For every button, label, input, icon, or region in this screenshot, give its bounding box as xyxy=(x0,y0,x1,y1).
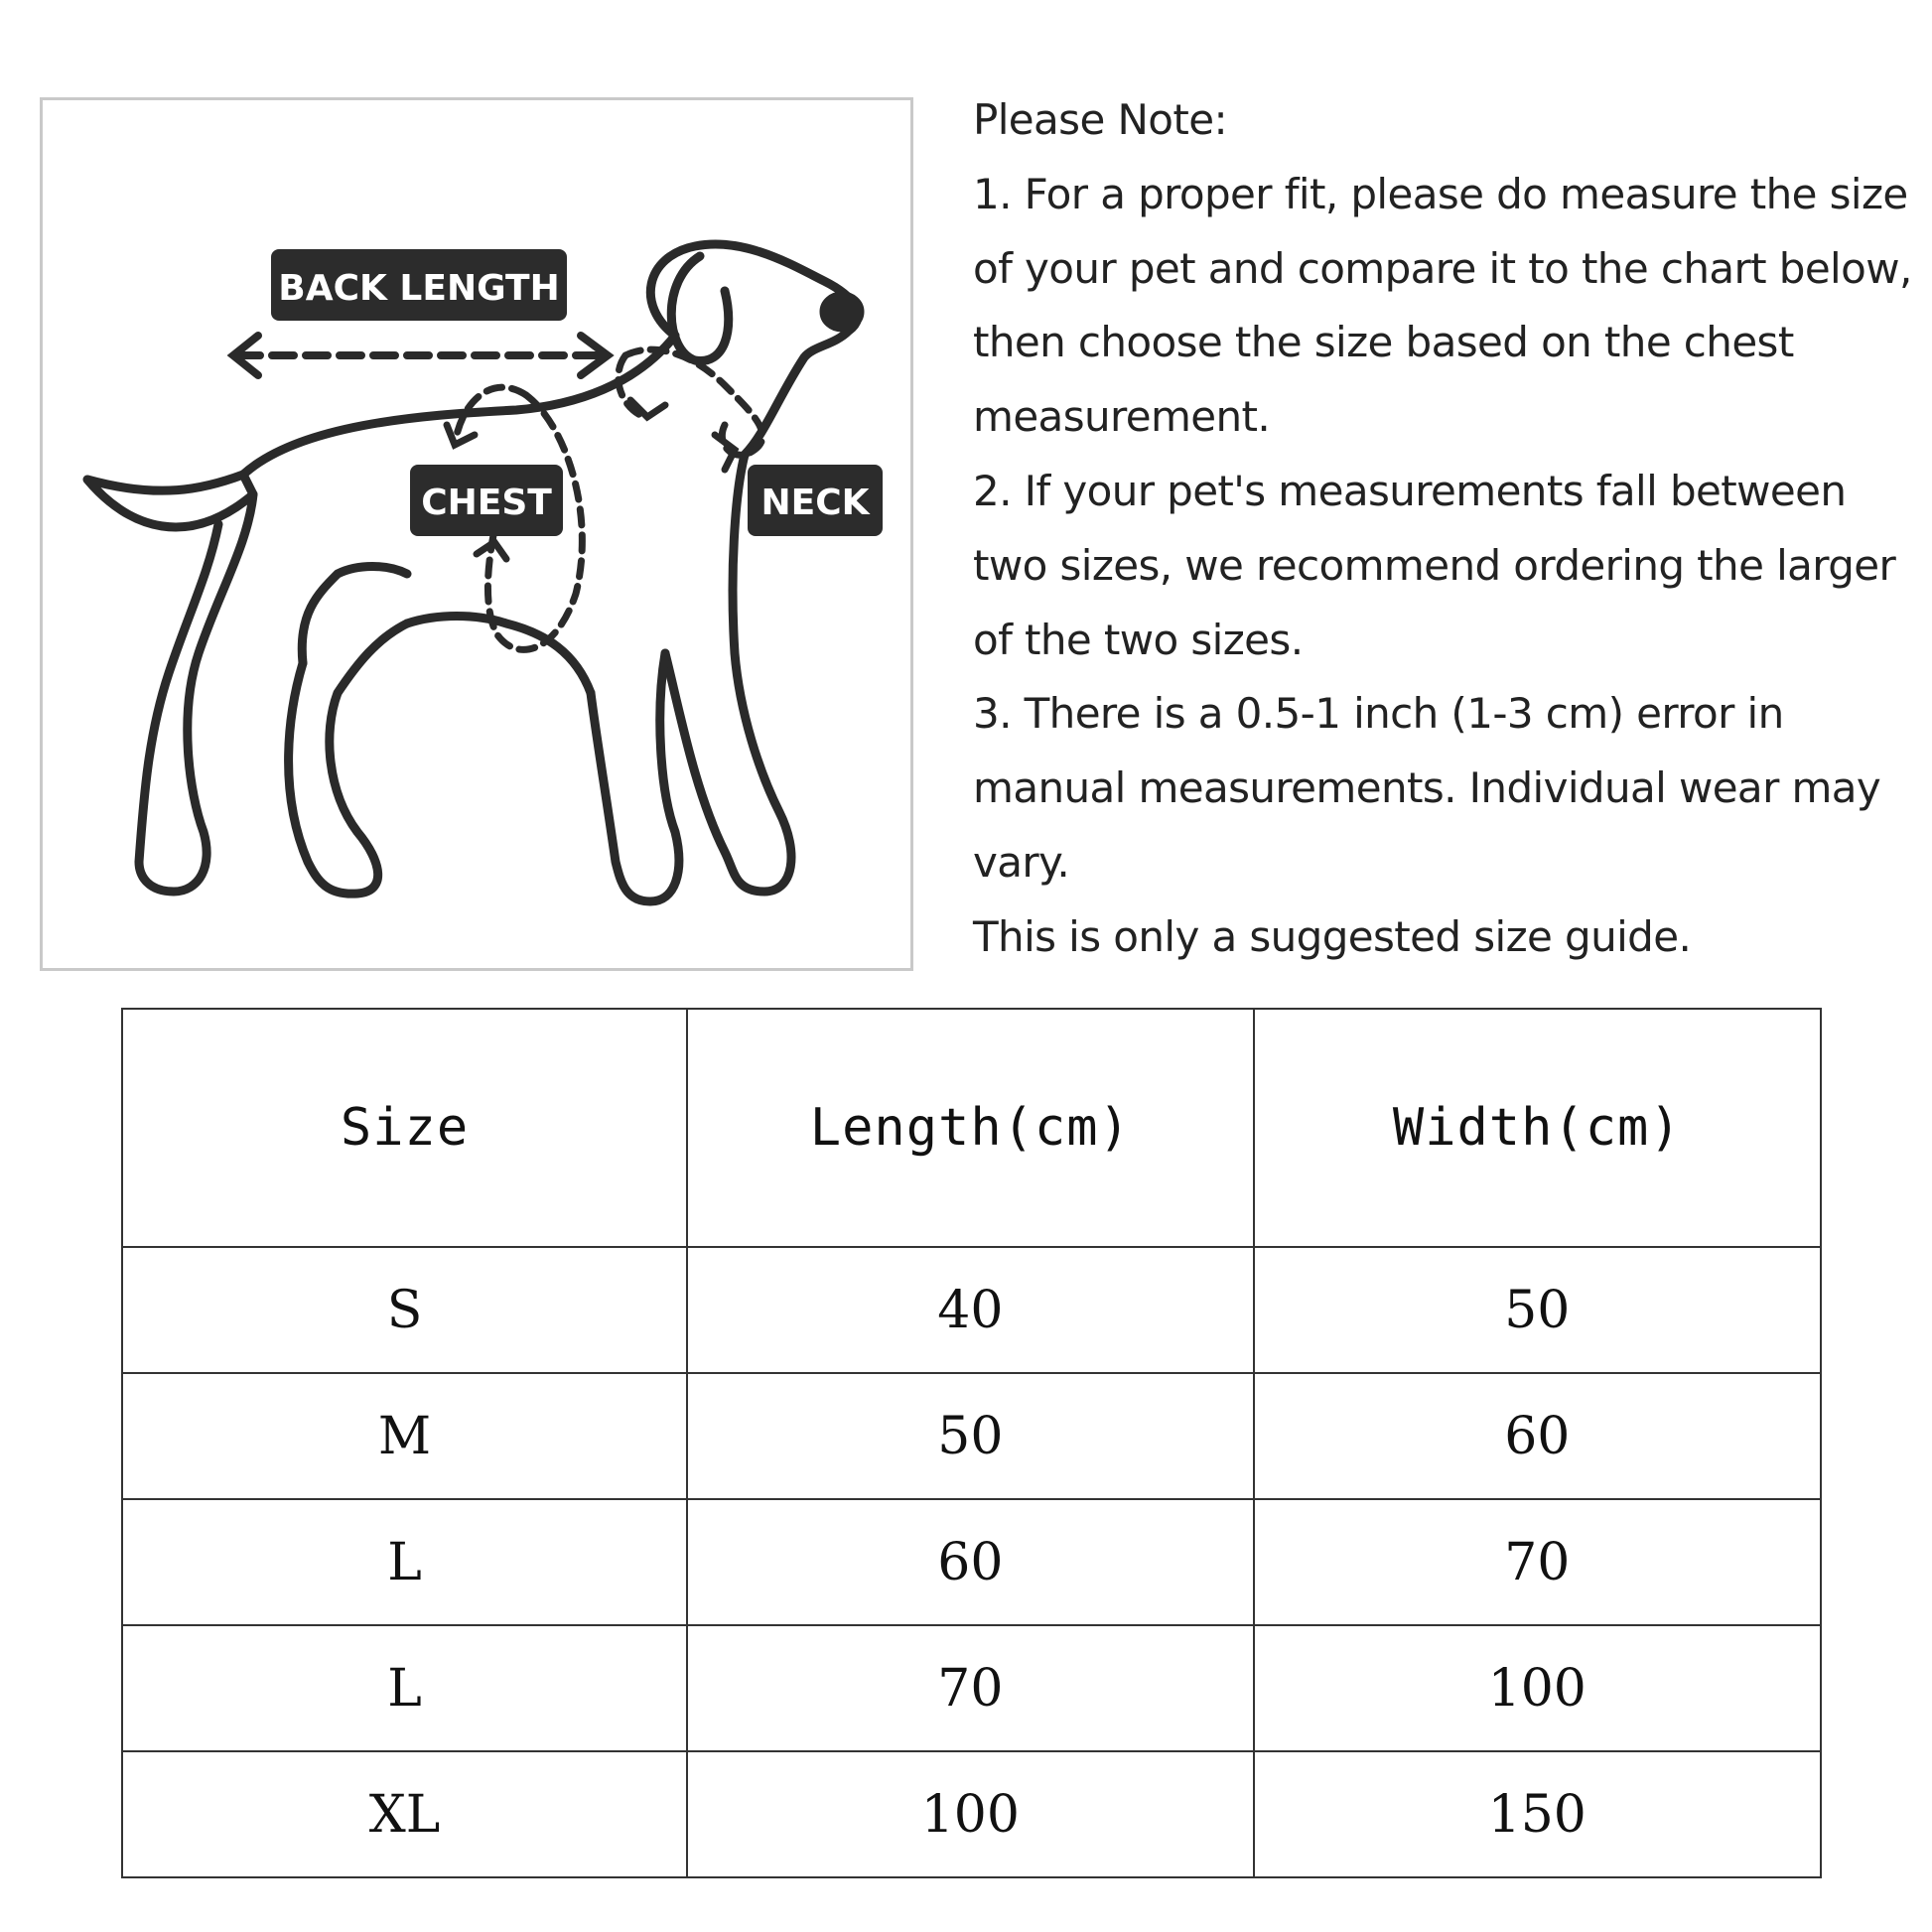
header-length: Length(cm) xyxy=(687,1009,1253,1247)
note-item-1: 1. For a proper fit, please do measure the size of your pet and compare it to the chart below, then choose the size based on the chest measurement. xyxy=(973,169,1912,442)
note-item-4: This is only a suggested size guide. xyxy=(973,911,1692,961)
cell-length: 40 xyxy=(687,1247,1253,1373)
table-header-row xyxy=(122,1009,1821,1247)
header-size: Size xyxy=(122,1009,687,1247)
size-chart-table xyxy=(121,1008,1822,1878)
notes-heading: Please Note: xyxy=(973,95,1228,144)
cell-width: 60 xyxy=(1254,1373,1821,1499)
dog-rear-leg-back-outline xyxy=(139,494,253,892)
cell-length: 50 xyxy=(687,1373,1253,1499)
table-row xyxy=(122,1247,1821,1373)
dog-tail-outline xyxy=(87,475,253,527)
cell-size: M xyxy=(122,1373,687,1499)
cell-width: 50 xyxy=(1254,1247,1821,1373)
neck-label: NECK xyxy=(760,483,870,523)
note-item-2: 2. If your pet's measurements fall between two sizes, we recommend ordering the larger of the two sizes. xyxy=(973,466,1896,664)
note-item-3: 3. There is a 0.5-1 inch (1-3 cm) error in manual measurements. Individual wear may vary. xyxy=(973,689,1881,887)
table-row xyxy=(122,1499,1821,1625)
table-row xyxy=(122,1625,1821,1751)
dog-ear-outline xyxy=(671,256,729,360)
cell-length: 60 xyxy=(687,1499,1253,1625)
cell-size: S xyxy=(122,1247,687,1373)
back-length-arrow xyxy=(233,336,608,375)
measurement-diagram xyxy=(40,97,913,971)
back-length-label: BACK LENGTH xyxy=(278,268,560,309)
dog-nose xyxy=(824,296,860,328)
cell-width: 100 xyxy=(1254,1625,1821,1751)
table-row xyxy=(122,1373,1821,1499)
neck-arrow-right xyxy=(715,435,735,470)
dog-front-leg-outline xyxy=(591,653,679,901)
cell-size: XL xyxy=(122,1751,687,1877)
chest-label: CHEST xyxy=(421,483,552,523)
table-row xyxy=(122,1751,1821,1877)
cell-width: 150 xyxy=(1254,1751,1821,1877)
cell-length: 100 xyxy=(687,1751,1253,1877)
cell-size: L xyxy=(122,1625,687,1751)
notes-section xyxy=(973,83,1926,975)
cell-size: L xyxy=(122,1499,687,1625)
header-width: Width(cm) xyxy=(1254,1009,1821,1247)
cell-length: 70 xyxy=(687,1625,1253,1751)
dog-belly-outline xyxy=(407,617,591,694)
cell-width: 70 xyxy=(1254,1499,1821,1625)
